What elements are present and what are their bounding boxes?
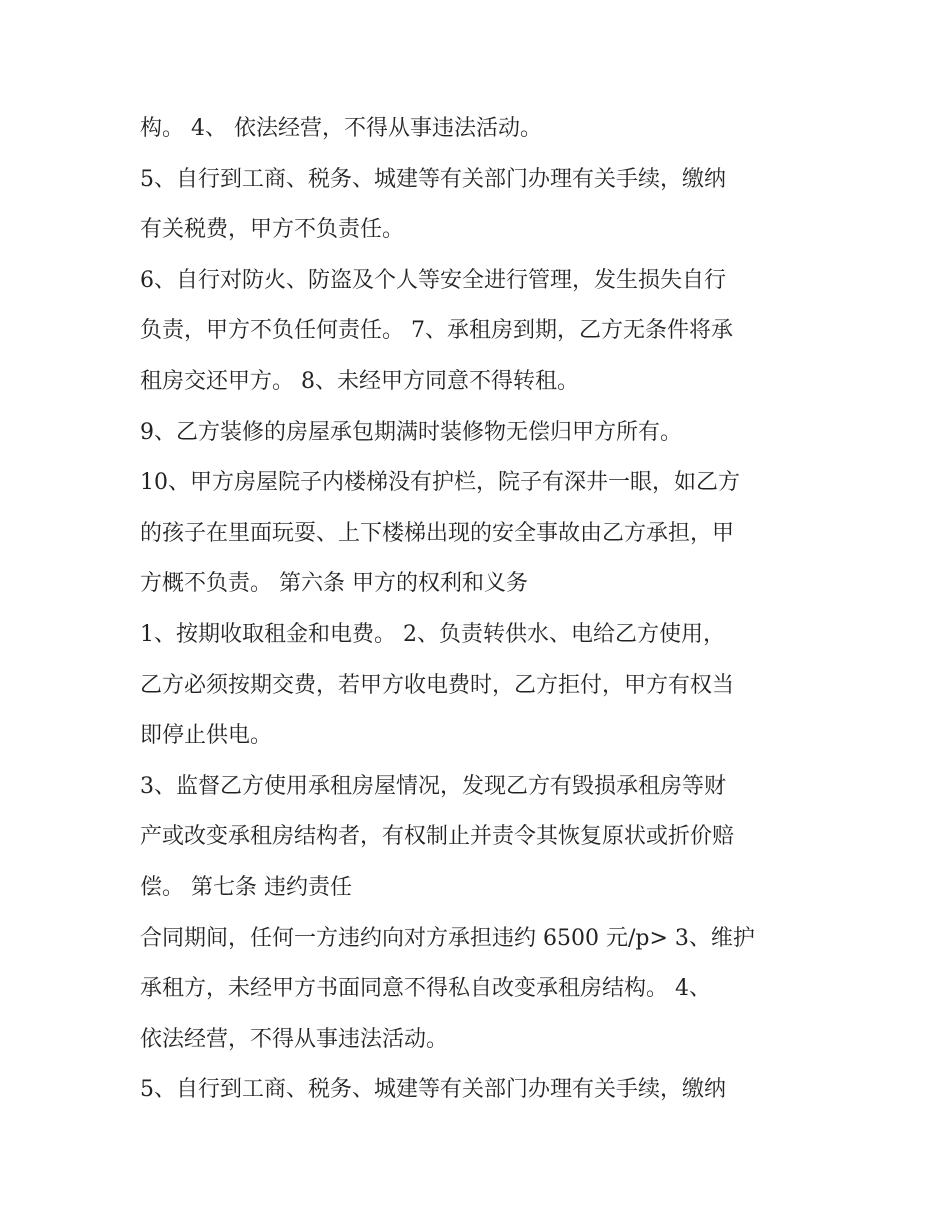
- text-line: 合同期间，任何一方违约向对方承担违约 6500 元/p> 3、维护: [140, 925, 755, 951]
- text-line: 产或改变承租房结构者，有权制止并责令其恢复原状或折价赔: [140, 824, 735, 850]
- text-line: 偿。 第七条 违约责任: [140, 874, 352, 900]
- text-line: 10、甲方房屋院子内楼梯没有护栏，院子有深井一眼，如乙方: [140, 470, 740, 496]
- text-line: 方概不负责。 第六条 甲方的权利和义务: [140, 571, 528, 597]
- text-line: 的孩子在里面玩耍、上下楼梯出现的安全事故由乙方承担，甲: [140, 520, 735, 546]
- text-line: 1、按期收取租金和电费。 2、负责转供水、电给乙方使用，: [140, 621, 725, 647]
- text-line: 5、自行到工商、税务、城建等有关部门办理有关手续，缴纳: [140, 1077, 726, 1103]
- text-line: 承租方，未经甲方书面同意不得私自改变承租房结构。 4、: [140, 976, 711, 1002]
- text-line: 构。 4、 依法经营，不得从事违法活动。: [140, 116, 542, 141]
- text-line: 6、自行对防火、防盗及个人等安全进行管理，发生损失自行: [140, 267, 726, 293]
- text-line: 租房交还甲方。 8、未经甲方同意不得转租。: [140, 368, 579, 394]
- text-line: 5、自行到工商、税务、城建等有关部门办理有关手续，缴纳: [140, 166, 726, 192]
- document-body: [140, 104, 820, 1116]
- text-line: 负责，甲方不负任何责任。 7、承租房到期，乙方无条件将承: [140, 318, 733, 344]
- text-line: 有关税费，甲方不负责任。: [140, 217, 405, 243]
- text-line: 3、监督乙方使用承租房屋情况，发现乙方有毁损承租房等财: [140, 773, 726, 799]
- text-line: 依法经营，不得从事违法活动。: [140, 1026, 449, 1052]
- text-line: 9、乙方装修的房屋承包期满时装修物无偿归甲方所有。: [140, 419, 682, 445]
- text-line: 乙方必须按期交费，若甲方收电费时，乙方拒付，甲方有权当: [140, 672, 735, 698]
- text-line: 即停止供电。: [140, 723, 273, 749]
